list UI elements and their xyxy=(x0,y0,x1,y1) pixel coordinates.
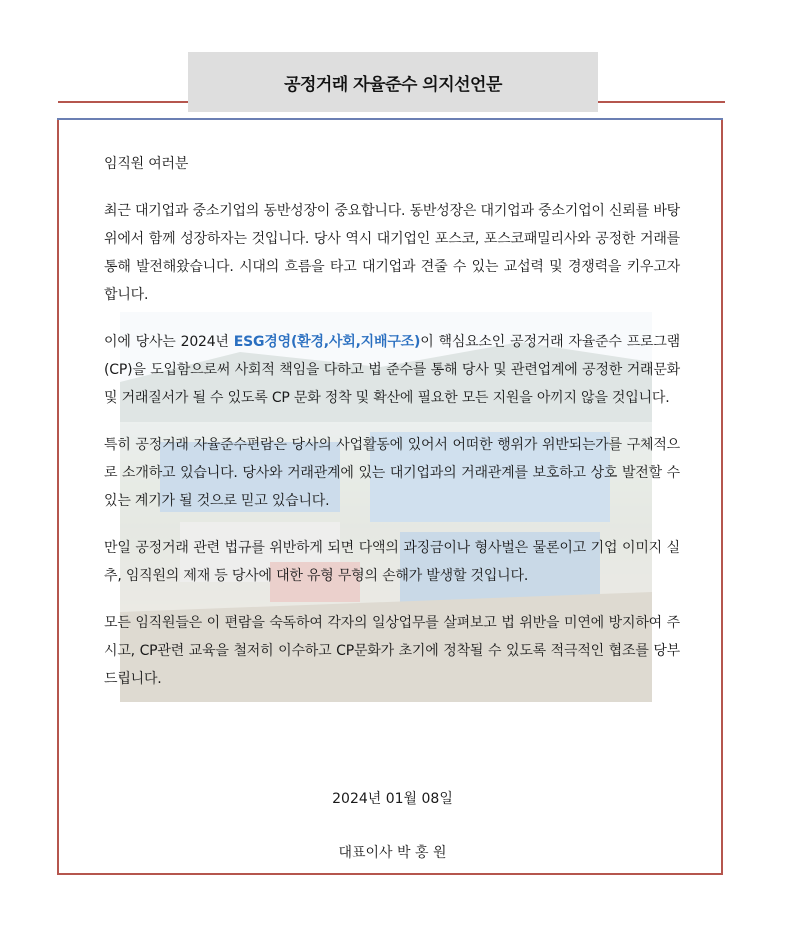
signer: 대표이사 박 홍 원 xyxy=(338,845,447,861)
greeting: 임직원 여러분 xyxy=(104,156,189,172)
page-title: 공정거래 자율준수 의지선언문 xyxy=(284,74,502,95)
paragraph-2-lead: 이에 당사는 2024년 xyxy=(104,334,234,350)
paragraph-2 xyxy=(104,328,680,412)
paragraph-1: 최근 대기업과 중소기업의 동반성장이 중요합니다. 동반성장은 대기업과 중소기업이 신뢰를 바탕 위에서 함께 성장하자는 것입니다. 당사 역시 대기업인 포스코, 포스코패밀리사와 공정한 거래를 통해 발전해왔습니다. 시대의 흐름을 타고 대기업과 견줄 수 있는 교섭력 및 경쟁력을 키우고자 합니다. xyxy=(104,203,680,303)
paragraph-5: 모든 임직원들은 이 편람을 숙독하여 각자의 일상업무를 살펴보고 법 위반을 미연에 방지하여 주시고, CP관련 교육을 철저히 이수하고 CP문화가 초기에 정착될 수 있도록 적극적인 협조를 당부드립니다. xyxy=(104,615,680,687)
title-banner xyxy=(188,52,598,112)
letter-body xyxy=(104,150,680,712)
declaration-date: 2024년 01월 08일 xyxy=(332,791,453,807)
esg-highlight: ESG경영(환경,사회,지배구조) xyxy=(233,334,421,350)
paragraph-3: 특히 공정거래 자율준수편람은 당사의 사업활동에 있어서 어떠한 행위가 위반되는가를 구체적으로 소개하고 있습니다. 당사와 거래관계에 있는 대기업과의 거래관계를 보호하고 상호 발전할 수 있는 계기가 될 것으로 믿고 있습니다. xyxy=(104,437,680,509)
paragraph-2-rest: 이 핵심요소인 공정거래 자율준수 프로그램(CP)을 도입함으로써 사회적 책임을 다하고 법 준수를 통해 당사 및 관련업계에 공정한 거래문화 및 거래질서가 될 수 있도록 CP 문화 정착 및 확산에 필요한 모든 지원을 아끼지 않을 것입니다. xyxy=(104,334,680,406)
paragraph-4: 만일 공정거래 관련 법규를 위반하게 되면 다액의 과징금이나 형사벌은 물론이고 기업 이미지 실추, 임직원의 제재 등 당사에 대한 유형 무형의 손해가 발생할 것입니다. xyxy=(104,540,680,584)
